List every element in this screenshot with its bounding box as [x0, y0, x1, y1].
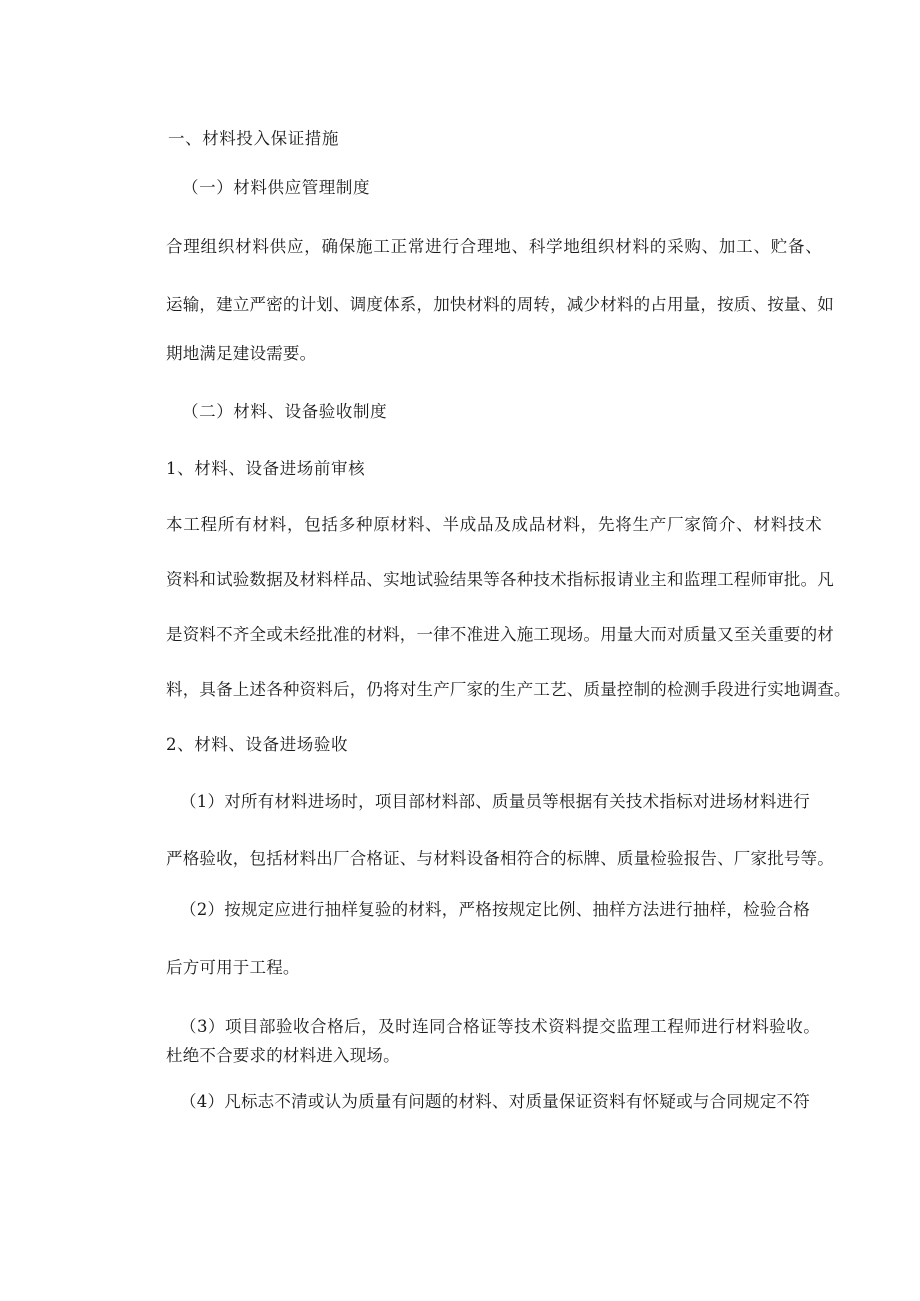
paragraph-line: 是资料不齐全或未经批准的材料，一律不准进入施工现场。用量大而对质量又至关重要的材 — [166, 625, 834, 644]
point-line: 后方可用于工程。 — [166, 958, 300, 977]
paragraph-line: 资料和试验数据及材料样品、实地试验结果等各种技术指标报请业主和监理工程师审批。凡 — [166, 570, 834, 589]
item-heading-entry-acceptance: 2、材料、设备进场验收 — [166, 735, 349, 754]
item-heading-pre-entry-review: 1、材料、设备进场前审核 — [166, 459, 366, 478]
paragraph-line: 料，具备上述各种资料后，仍将对生产厂家的生产工艺、质量控制的检测手段进行实地调查。 — [166, 680, 851, 699]
point-line: （4）凡标志不清或认为质量有问题的材料、对质量保证资料有怀疑或与合同规定不符 — [180, 1092, 810, 1111]
point-line: 严格验收，包括材料出厂合格证、与材料设备相符合的标牌、质量检验报告、厂家批号等。 — [166, 849, 834, 868]
point-line: 杜绝不合要求的材料进入现场。 — [166, 1046, 400, 1065]
point-line: （2）按规定应进行抽样复验的材料，严格按规定比例、抽样方法进行抽样，检验合格 — [180, 900, 810, 919]
subsection-heading-supply: （一）材料供应管理制度 — [182, 178, 371, 197]
paragraph-line: 本工程所有材料，包括多种原材料、半成品及成品材料，先将生产厂家简介、材料技术 — [166, 515, 822, 534]
paragraph-line: 运输，建立严密的计划、调度体系，加快材料的周转，减少材料的占用量，按质、按量、如 — [166, 295, 834, 314]
paragraph-line: 期地满足建设需要。 — [166, 344, 317, 363]
paragraph-line: 合理组织材料供应，确保施工正常进行合理地、科学地组织材料的采购、加工、贮备、 — [166, 237, 822, 256]
point-line: （1）对所有材料进场时，项目部材料部、质量员等根据有关技术指标对进场材料进行 — [180, 792, 810, 811]
subsection-heading-acceptance: （二）材料、设备验收制度 — [182, 402, 388, 421]
point-line: （3）项目部验收合格后，及时连同合格证等技术资料提交监理工程师进行材料验收。 — [180, 1017, 820, 1036]
section-heading: 一、材料投入保证措施 — [168, 129, 339, 148]
